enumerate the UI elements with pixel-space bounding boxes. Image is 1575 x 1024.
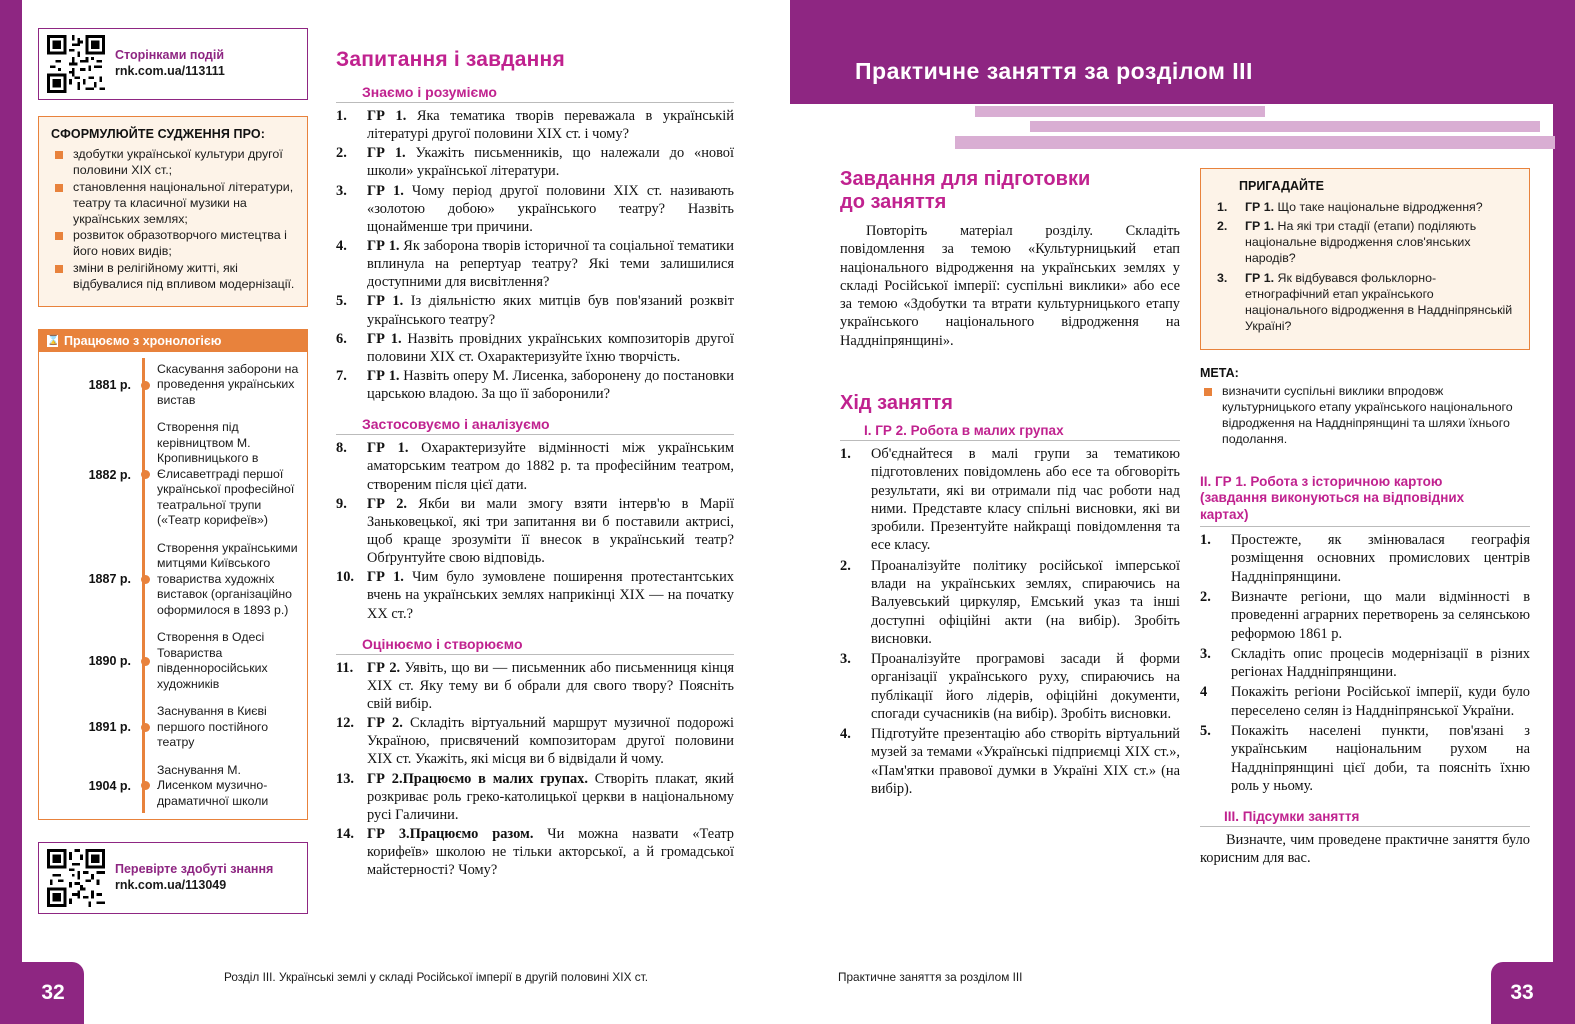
group-tag: ГР 1. [1245, 200, 1275, 214]
list-item [840, 445, 1180, 555]
item-number: 3. [1200, 645, 1211, 662]
item-text: Як відбувався фольклорно-етнографічний етап українського національного відродження в Наддніпрянській Україні? [1245, 270, 1513, 333]
decorative-bar [975, 106, 1265, 117]
item-number: 3. [336, 182, 347, 199]
section-subtitle-apply: Застосовуємо і аналізуємо [362, 416, 550, 433]
timeline-dot-icon [135, 362, 155, 408]
item-number: 5. [1200, 722, 1211, 739]
item-number: 5. [336, 293, 347, 310]
divider [1200, 526, 1530, 527]
item-number: 6. [336, 330, 347, 347]
page-title: Запитання і завдання [336, 48, 565, 71]
timeline-dot-icon [135, 630, 155, 692]
item-text: Покажіть регіони Російської імперії, куди було переселено селян із Наддніпрянської України. [1231, 684, 1530, 719]
item-text: Чим було зумовлене поширення протестантських вчень на українських землях наприкінці XIX — на початку XX ст.? [367, 569, 734, 622]
list-item [336, 770, 734, 824]
timeline-text: Заснування в Києві першого постійного театру [157, 704, 269, 750]
course-part1-subtitle: I. ГР 2. Робота в малих групах [864, 422, 1064, 438]
item-text: Яка тематика творів переважала в українській літературі другої половини XIX ст. і чому? [367, 108, 734, 143]
divider [840, 440, 1180, 441]
item-text: На які три стадії (етапи) поділяють національне відродження слов'янських народів? [1245, 219, 1477, 266]
item-text: Якби ви мали змогу взяти інтерв'ю в Марії Заньковецької, які три запитання ви б поставили актрисі, щоб краще зрозуміти її внесок в український театр? Обґрунтуйте свою відповідь. [367, 495, 734, 567]
list-item [840, 725, 1180, 798]
timeline-row [39, 362, 299, 408]
list-item: розвиток образотворчого мистецтва і його нових видів; [51, 228, 295, 260]
timeline-text: Створення українськими митцями Київського товариства художніх виставок (організаційно оформилося в 1893 р.) [157, 540, 298, 617]
timeline-year: 1887 р. [88, 572, 131, 587]
group-tag: ГР 1. [367, 237, 400, 254]
course-part1-list [840, 445, 1180, 798]
divider [336, 434, 734, 435]
part3-block [1200, 809, 1530, 868]
item-text: Охарактеризуйте відмінності між українським аматорським театром до 1882 р. та професійним театром, створеним після цієї дати. [367, 440, 734, 493]
list-item [336, 495, 734, 568]
part2-subtitle [1200, 474, 1530, 525]
qr-url: rnk.com.ua/113049 [115, 877, 227, 892]
item-number: 12. [336, 715, 354, 732]
list-item [1200, 683, 1530, 720]
list-item [336, 659, 734, 713]
judgement-list [51, 147, 295, 293]
recall-list [1217, 199, 1517, 334]
part3-subtitle: III. Підсумки заняття [1224, 809, 1360, 825]
right-edge-strip [1553, 0, 1575, 1024]
list-item [1200, 531, 1530, 586]
list-item: зміни в релігійному житті, які відбувалися під впливом модернізації. [51, 261, 295, 293]
qr-code-icon [47, 35, 105, 93]
item-bold-lead: Працюємо разом. [409, 825, 534, 842]
hourglass-icon: ⌛ [47, 334, 60, 346]
page-number-left: 32 [22, 962, 84, 1024]
timeline-dot-icon [135, 541, 155, 618]
timeline-dot-icon [135, 420, 155, 528]
part2-block [1200, 474, 1530, 796]
item-number: 1. [1217, 200, 1228, 214]
chronology-box [38, 329, 308, 820]
timeline-text: Створення в Одесі Товариства південноросійських художників [157, 630, 268, 691]
qr-url: rnk.com.ua/113111 [115, 64, 225, 78]
list-item [336, 568, 734, 622]
timeline-year: 1881 р. [88, 378, 131, 393]
list-item [1200, 588, 1530, 643]
item-text: Підготуйте презентацію або створіть віртуальний музей за темами «Українські підприємці XIX ст.», «Пам'ятки правової думки в Україні XIX ст.» (на вибір). [871, 726, 1180, 798]
footer-left: Розділ III. Українські землі у складі Російської імперії в другій половині XIX ст. [224, 970, 648, 984]
list-item: визначити суспільні виклики впродовж культурницького етапу українського національного відродження на Наддніпрянщині та шляхи їхнього подолання. [1200, 384, 1530, 448]
part3-body: Визначте, чим проведене практичне заняття було корисним для вас. [1200, 832, 1530, 867]
group-tag: ГР 2. [367, 715, 403, 732]
item-text: Як заборона творів історичної та соціальної тематики вплинула на репертуар театру? Які теми залишилися доступними для висвітлення? [367, 237, 734, 291]
item-text: Чому період другої половини XIX ст. називають «золотою добою» українського театру? Назвіть щонайменше три причини. [367, 182, 734, 235]
group-tag: ГР 1. [1245, 270, 1275, 285]
recall-box-title: ПРИГАДАЙТЕ [1239, 179, 1324, 193]
item-number: 1. [840, 445, 851, 462]
course-title: Хід заняття [840, 391, 953, 414]
timeline-year: 1904 р. [88, 778, 131, 793]
meta-title: МЕТА: [1200, 366, 1239, 380]
item-number: 8. [336, 440, 347, 457]
item-text: Складіть опис процесів модернізації в різних регіонах Наддніпрянщини. [1231, 645, 1530, 681]
list-item [1200, 722, 1530, 795]
item-text: Чи можна назвати «Театр корифеїв» школою не тільки акторської, а й громадської майстерності? Чому? [367, 825, 734, 879]
qr-box-events[interactable] [38, 28, 308, 100]
divider [1200, 826, 1530, 827]
list-item: здобутки української культури другої половини XIX ст.; [51, 147, 295, 179]
group-tag: ГР 2. [367, 495, 407, 512]
item-number: 1. [336, 108, 347, 124]
item-text: Укажіть письменників, що належали до «нової школи» української літератури. [367, 145, 734, 180]
page-number-right: 33 [1491, 962, 1553, 1024]
decorative-bar [955, 136, 1555, 149]
right-column-secondary [1200, 168, 1530, 868]
prep-title-line1: Завдання для підготовки [840, 168, 1091, 190]
item-text: Із діяльністю яких митців був пов'язаний розквіт українського театру? [367, 293, 735, 328]
item-number: 2. [1200, 588, 1211, 605]
group-tag: ГР 3. [367, 825, 410, 842]
list-item [1200, 645, 1530, 682]
group-tag: ГР 1. [367, 569, 404, 586]
footer-right: Практичне заняття за розділом III [838, 970, 1023, 984]
timeline-text: Скасування заборони на проведення українських вистав [157, 361, 299, 407]
item-number: 4 [1200, 684, 1208, 701]
timeline-row [39, 541, 299, 618]
item-number: 2. [1217, 219, 1228, 234]
left-main-column [336, 48, 734, 880]
item-number: 7. [336, 367, 347, 384]
part2-subtitle-line3: картах) [1200, 507, 1249, 523]
decorative-bar [1030, 121, 1540, 132]
right-page-header-banner [790, 0, 1575, 104]
timeline-year: 1891 р. [88, 720, 131, 735]
item-number: 14. [336, 825, 354, 842]
list-item [336, 292, 734, 328]
item-number: 3. [1217, 270, 1228, 285]
timeline-dot-icon [135, 763, 155, 809]
list-item [336, 439, 734, 493]
list-item [336, 144, 734, 180]
list-item [336, 825, 734, 879]
meta-list [1200, 384, 1530, 448]
item-text: Що таке національне відродження? [1274, 200, 1483, 214]
section-subtitle-create: Оцінюємо і створюємо [362, 635, 523, 652]
list-item [840, 650, 1180, 723]
item-text: Створіть плакат, який розкриває роль греко-католицької церкви в національному русі Галичини. [367, 770, 734, 823]
list-item [840, 557, 1180, 648]
judgement-box-title: СФОРМУЛЮЙТЕ СУДЖЕННЯ ПРО: [51, 127, 265, 141]
left-sidebar [38, 28, 308, 914]
timeline-row [39, 704, 299, 750]
item-number: 13. [336, 770, 354, 787]
question-list-apply [336, 439, 734, 622]
group-tag: ГР 1. [367, 293, 404, 310]
timeline-year: 1890 р. [88, 654, 131, 669]
item-number: 2. [840, 557, 851, 574]
part2-subtitle-line1: II. ГР 1. Робота з історичною картою [1200, 473, 1443, 489]
group-tag: ГР 1. [367, 182, 404, 199]
item-number: 10. [336, 569, 354, 586]
timeline-row [39, 420, 299, 528]
list-item [336, 182, 734, 236]
qr-title: Сторінками подій [115, 48, 225, 63]
list-item [1217, 218, 1517, 266]
recall-box [1200, 168, 1530, 350]
prep-title-line2: до заняття [840, 191, 947, 213]
chronology-header-label: Працюємо з хронологією [64, 333, 222, 348]
part2-subtitle-line2: (завдання виконуються на відповідних [1200, 490, 1465, 506]
list-item [1217, 270, 1517, 335]
left-edge-strip [0, 0, 22, 1024]
timeline-text: Заснування М. Лисенком музично-драматичної школи [157, 762, 269, 808]
group-tag: ГР 1. [367, 145, 406, 162]
chronology-header [39, 330, 307, 352]
timeline-row [39, 763, 299, 809]
right-page-header-title: Практичне заняття за розділом III [855, 58, 1253, 84]
list-item [336, 330, 734, 366]
item-number: 11. [336, 659, 354, 676]
prep-body: Повторіть матеріал розділу. Складіть повідомлення за темою «Культурницький етап національного відродження на українських землях у складі Російської імперії: суспільні виклики» або есе за темою «Здобутки та втрати культурницького етапу українського національного відродження на Наддніпрянщині». [840, 223, 1180, 349]
question-list-know [336, 107, 734, 403]
timeline-text: Створення під керівництвом М. Кропивницького в Єлисаветграді першої української професійної театральної трупи («Театр корифеїв») [157, 420, 295, 528]
item-text: Уявіть, що ви — письменник або письменниця кінця XIX ст. Яку тему ви б обрали для свого твору? Поясніть свій вибір. [367, 659, 734, 712]
group-tag: ГР 1. [367, 108, 407, 124]
list-item [1217, 199, 1517, 215]
item-text: Об'єднайтеся в малі групи за тематикою підготовлених повідомлень або есе та обговоріть результати, які ви отримали під час роботи над ними. Представте класу спільні висновки, які ви зробили. Презентуйте найкращі повідомлення та есе класу. [871, 445, 1180, 554]
item-number: 2. [336, 145, 347, 162]
item-number: 9. [336, 495, 347, 512]
item-text: Назвіть провідних українських композиторів другої половини XIX ст. Охарактеризуйте їхню творчість. [367, 330, 734, 365]
timeline-year: 1882 р. [88, 467, 131, 482]
group-tag: ГР 1. [1245, 219, 1275, 234]
timeline-dot-icon [135, 704, 155, 750]
timeline-row [39, 630, 299, 692]
qr-title: Перевірте здобуті знання [115, 862, 274, 877]
qr-box-knowledge-check[interactable] [38, 842, 308, 914]
item-number: 1. [1200, 532, 1211, 549]
meta-block [1200, 366, 1530, 448]
group-tag: ГР 2. [367, 659, 401, 676]
divider [336, 102, 734, 103]
group-tag: ГР 1. [367, 367, 400, 384]
group-tag: ГР 1. [367, 330, 402, 347]
divider [336, 654, 734, 655]
item-number: 4. [840, 726, 851, 743]
list-item: становлення національної літератури, театру та класичної музики на українських землях; [51, 180, 295, 228]
item-text: Покажіть населені пункти, пов'язані з українським національним рухом на Наддніпрянщині цієї доби, та поясніть їхню роль у ньому. [1231, 722, 1530, 794]
group-tag: ГР 1. [367, 440, 409, 457]
item-text: Складіть віртуальний маршрут музичної подорожі Україною, присвячений композиторам другої половини XIX ст. Укажіть, які місця ви б відвідали й чому. [367, 715, 734, 768]
list-item [336, 107, 734, 143]
prep-title [840, 168, 1180, 214]
item-number: 3. [840, 651, 851, 668]
judgement-box [38, 116, 308, 307]
section-subtitle-know: Знаємо і розуміємо [362, 84, 497, 100]
item-text: Проаналізуйте програмові засади й форми організації українського руху, спираючись на публікації його лідерів, офіційні документи, спогади сучасників (на вибір). Зробіть висновки. [871, 651, 1180, 722]
list-item [336, 714, 734, 768]
right-column-primary [840, 168, 1180, 800]
list-item [336, 237, 734, 291]
question-list-create [336, 659, 734, 880]
chronology-body [39, 352, 307, 819]
item-number: 4. [336, 237, 347, 254]
item-text: Простежте, як змінювалася географія розміщення основних промислових центрів Наддніпрянщини. [1231, 532, 1530, 585]
group-tag: ГР 2. [367, 770, 403, 787]
item-text: Назвіть оперу М. Лисенка, заборонену до постановки царською владою. За що її заборонили? [367, 367, 734, 403]
part2-list [1200, 531, 1530, 795]
item-text: Проаналізуйте політику російської імперської влади на українських землях, спираючись на Валуевський циркуляр, Емський указ та інші доступні офіційні акти (на вибір). Зробіть висновки. [871, 557, 1180, 647]
list-item [336, 367, 734, 403]
item-text: Визначте регіони, що мали відмінності в проведенні аграрних перетворень за селянською реформою 1861 р. [1231, 588, 1530, 642]
item-bold-lead: Працюємо в малих групах. [402, 770, 588, 787]
qr-code-icon [47, 849, 105, 907]
